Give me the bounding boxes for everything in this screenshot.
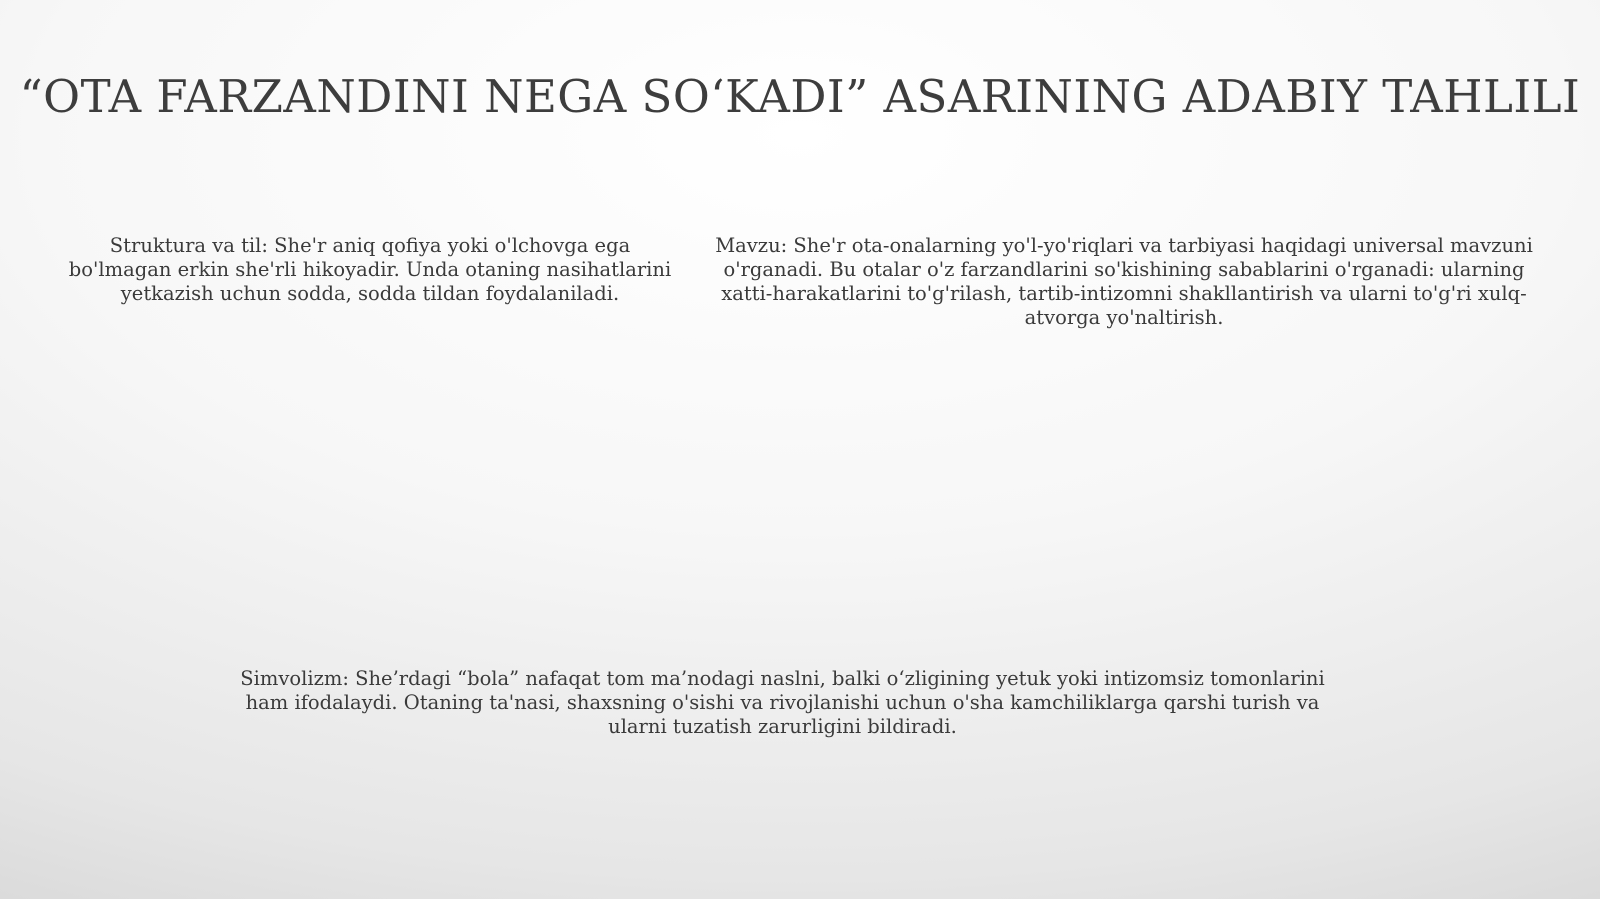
theme-text-block: Mavzu: She'r ota-onalarning yo'l-yo'riqlari va tarbiyasi haqidagi universal mavzuni o'rganadi. Bu otalar o'z farzandlarini so'kishining sabablarini o'rganadi: ularning xatti-harakatlarini to'g'rilash, tartib-intizomni shakllantirish va ularni to'g'ri xulq-atvorga yo'naltirish. xyxy=(715,234,1533,329)
slide-title: “OTA FARZANDINI NEGA SO‘KADI” ASARINING ADABIY TAHLILI xyxy=(19,70,1581,123)
structure-text-block: Struktura va til: She'r aniq qofiya yoki o'lchovga ega bo'lmagan erkin she'rli hikoyadir. Unda otaning nasihatlarini yetkazish uchun sodda, sodda tildan foydalaniladi. xyxy=(68,234,672,305)
symbolism-text-block: Simvolizm: She’rdagi “bola” nafaqat tom ma’nodagi naslni, balki o‘zligining yetuk yoki intizomsiz tomonlarini ham ifodalaydi. Otaning ta'nasi, shaxsning o'sishi va rivojlanishi uchun o'sha kamchiliklarga qarshi turish va ularni tuzatish zarurligini bildiradi. xyxy=(240,667,1325,738)
